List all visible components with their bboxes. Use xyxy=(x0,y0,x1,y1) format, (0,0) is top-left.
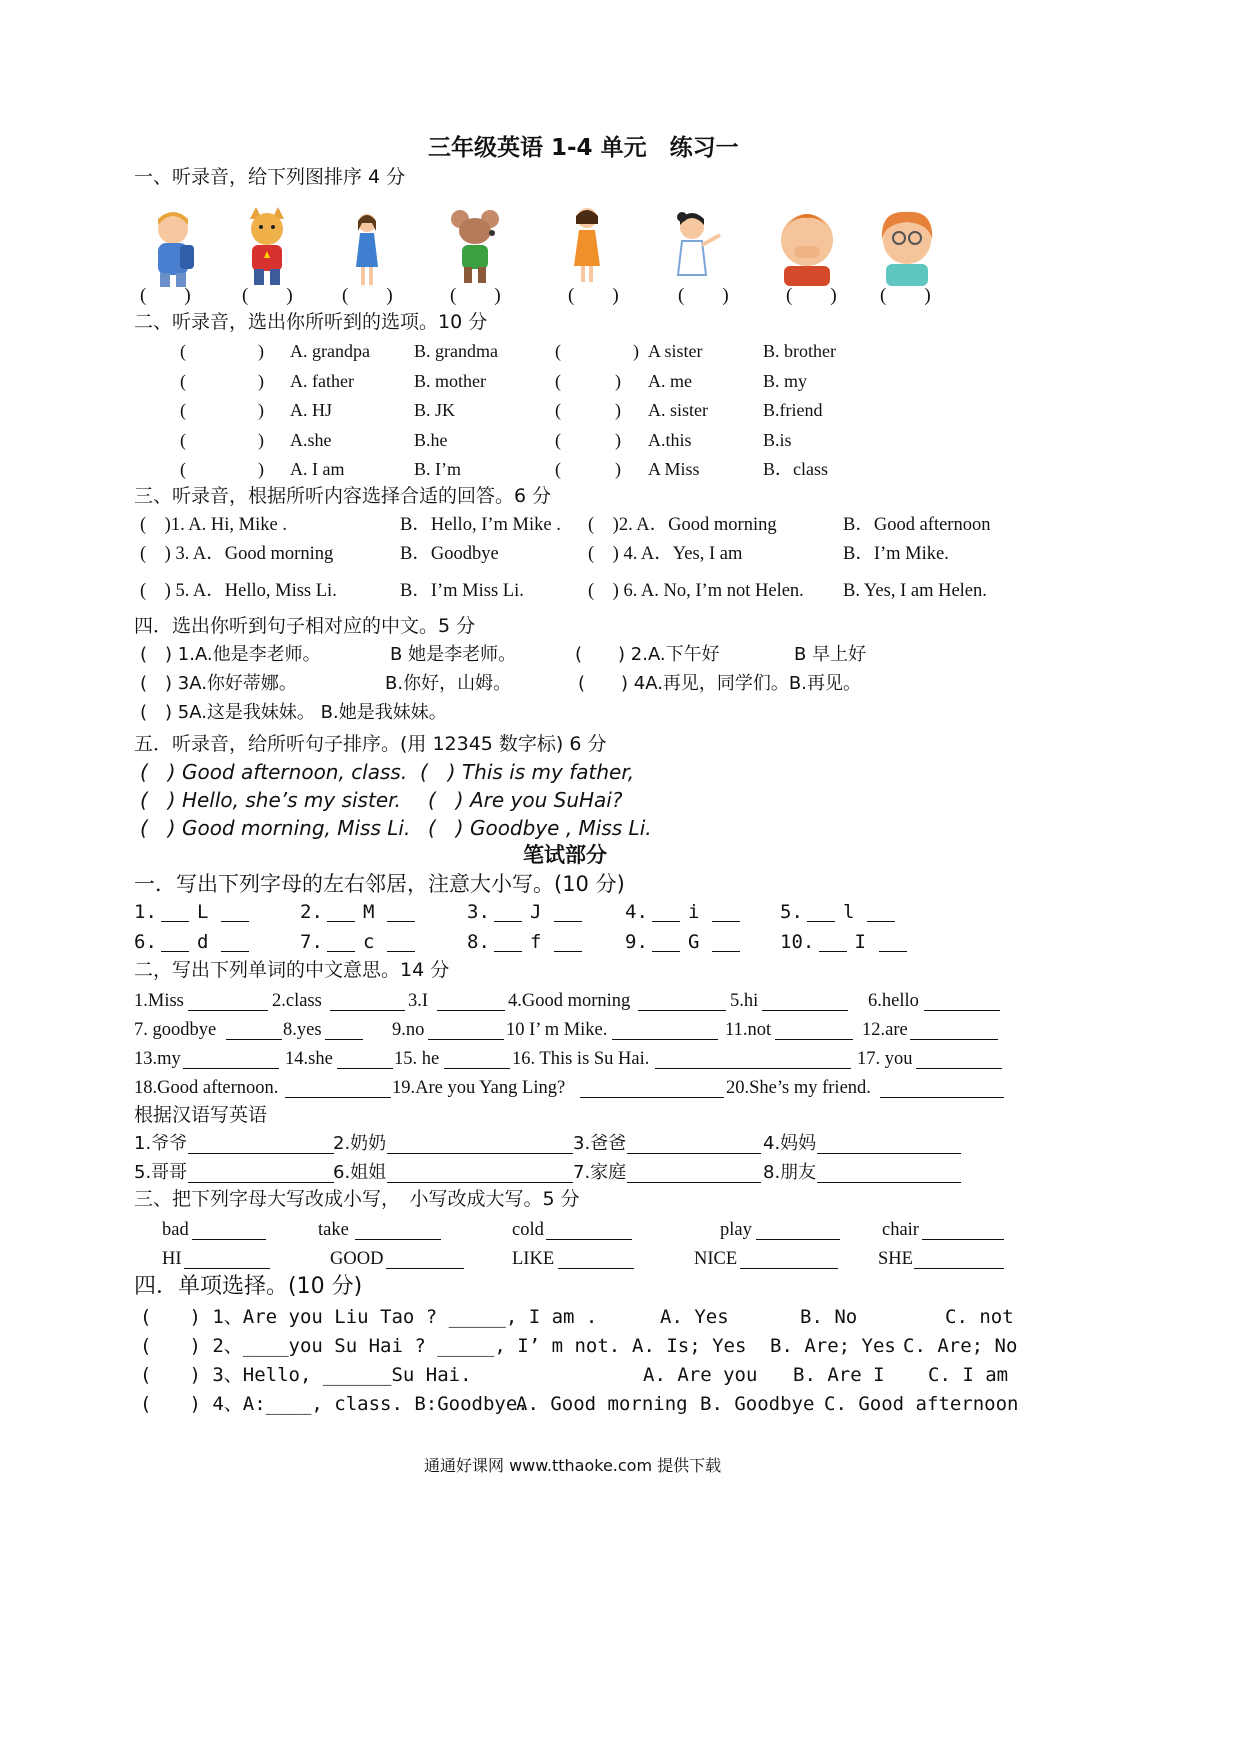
word-to-convert: bad xyxy=(162,1220,189,1240)
picture-answer-2[interactable]: ( ) xyxy=(242,285,293,306)
boy-covering-mouth-icon xyxy=(772,200,842,290)
girl-in-blue-dress-icon xyxy=(332,205,402,295)
letter-item-number: 4. xyxy=(625,901,648,923)
option-text: B 早上好 xyxy=(794,644,867,665)
meaning-blank[interactable] xyxy=(226,1039,282,1040)
given-letter: I xyxy=(854,931,866,953)
letter-blank-right[interactable] xyxy=(387,951,415,952)
mc-question[interactable]: ( ) 1、Are you Liu Tao ? _____, I am . xyxy=(140,1306,598,1328)
letter-item-number: 7. xyxy=(300,931,323,953)
english-answer-blank[interactable] xyxy=(627,1182,761,1183)
word-to-convert: chair xyxy=(882,1220,919,1240)
word-prompt: 10 I’ m Mike. xyxy=(506,1020,608,1040)
written-1-heading: 一．写出下列字母的左右邻居，注意大小写。(10 分) xyxy=(134,872,625,896)
word-prompt: 13.my xyxy=(134,1049,181,1069)
letter-blank-left[interactable] xyxy=(494,921,522,922)
option-text: B 她是李老师。 xyxy=(390,644,517,665)
converted-word-blank[interactable] xyxy=(355,1239,441,1240)
meaning-blank[interactable] xyxy=(285,1097,391,1098)
chinese-word-prompt: 1.爷爷 xyxy=(134,1133,188,1154)
picture-answer-7[interactable]: ( ) xyxy=(786,285,837,306)
section-3-heading: 三、听录音，根据所听内容选择合适的回答。6 分 xyxy=(134,485,552,507)
written-4-heading: 三、把下列字母大写改成小写， 小写改成大写。5 分 xyxy=(134,1188,580,1210)
converted-word-blank[interactable] xyxy=(184,1268,270,1269)
meaning-blank[interactable] xyxy=(325,1039,363,1040)
word-to-convert: GOOD xyxy=(330,1249,384,1269)
word-prompt: 7. goodbye xyxy=(134,1020,217,1040)
grandpa-with-glasses-icon xyxy=(872,200,942,290)
letter-item-number: 10. xyxy=(780,931,815,953)
meaning-blank[interactable] xyxy=(638,1010,726,1011)
chinese-word-prompt: 7.家庭 xyxy=(573,1162,627,1183)
mc-option[interactable]: A. Are you xyxy=(643,1364,758,1386)
meaning-blank[interactable] xyxy=(762,1010,848,1011)
letter-blank-left[interactable] xyxy=(327,951,355,952)
option-text: B．Hello, I’m Mike . xyxy=(400,515,561,535)
letter-blank-left[interactable] xyxy=(652,921,680,922)
mc-question[interactable]: ( ) 2、____you Su Hai ? _____, I’ m not. xyxy=(140,1335,621,1357)
given-letter: i xyxy=(688,901,700,923)
letter-item-number: 9. xyxy=(625,931,648,953)
word-to-convert: take xyxy=(318,1220,349,1240)
boy-with-backpack-icon xyxy=(140,205,210,295)
mc-option[interactable]: A. Good morning xyxy=(516,1393,688,1415)
meaning-blank[interactable] xyxy=(916,1068,1002,1069)
option-text: B.你好，山姆。 xyxy=(385,673,512,694)
converted-word-blank[interactable] xyxy=(558,1268,634,1269)
question-item[interactable]: ( ) 4. A．Yes, I am xyxy=(588,544,743,564)
answer-bracket[interactable]: ( ) xyxy=(555,459,621,479)
answer-bracket[interactable]: ( ) xyxy=(555,429,621,450)
english-answer-blank[interactable] xyxy=(387,1153,573,1154)
answer-bracket[interactable]: ( ) xyxy=(555,400,621,420)
mc-option[interactable]: A. Is; Yes xyxy=(632,1335,747,1357)
picture-answer-3[interactable]: ( ) xyxy=(342,285,393,306)
written-part-title: 笔试部分 xyxy=(523,843,607,867)
letter-blank-left[interactable] xyxy=(327,921,355,922)
letter-blank-left[interactable] xyxy=(652,951,680,952)
letter-blank-right[interactable] xyxy=(879,951,907,952)
letter-blank-right[interactable] xyxy=(712,921,740,922)
question-item[interactable]: ( ) 2.A.下午好 xyxy=(575,644,720,665)
given-letter: J xyxy=(530,901,542,923)
option-text: A.she xyxy=(290,429,332,450)
page-title: 三年级英语 1-4 单元 练习一 xyxy=(428,135,739,161)
girl-waving-icon xyxy=(662,205,732,295)
letter-blank-right[interactable] xyxy=(221,951,249,952)
word-prompt: 16. This is Su Hai. xyxy=(512,1049,650,1069)
mc-option[interactable]: B. No xyxy=(800,1306,858,1328)
meaning-blank[interactable] xyxy=(655,1068,851,1069)
answer-bracket[interactable]: ( ) xyxy=(555,341,639,361)
letter-blank-right[interactable] xyxy=(554,921,582,922)
chinese-word-prompt: 3.爸爸 xyxy=(573,1133,627,1154)
word-prompt: 18.Good afternoon. xyxy=(134,1078,279,1098)
option-text: A. grandpa xyxy=(290,341,370,361)
ordering-sentence[interactable]: ( ) This is my father, xyxy=(420,760,635,784)
letter-blank-left[interactable] xyxy=(807,921,835,922)
mc-option[interactable]: B. Are; Yes xyxy=(770,1335,896,1357)
word-prompt: 9.no xyxy=(392,1020,425,1040)
letter-item-number: 1. xyxy=(134,901,157,923)
mc-option[interactable]: B. Goodbye xyxy=(700,1393,815,1415)
meaning-blank[interactable] xyxy=(444,1068,510,1069)
mc-option[interactable]: C. not xyxy=(945,1306,1014,1328)
option-text: B．Good afternoon xyxy=(843,515,991,535)
given-letter: d xyxy=(197,931,209,953)
option-text: B. brother xyxy=(763,341,836,361)
question-item[interactable]: ( )2. A．Good morning xyxy=(588,515,777,535)
question-item[interactable]: ( ) 5. A．Hello, Miss Li. xyxy=(140,581,337,601)
option-text: A. sister xyxy=(648,400,708,420)
answer-bracket[interactable]: ( ) xyxy=(180,429,264,450)
question-item[interactable]: ( )1. A. Hi, Mike . xyxy=(140,515,287,535)
letter-blank-right[interactable] xyxy=(387,921,415,922)
chinese-word-prompt: 6.姐姐 xyxy=(333,1162,387,1183)
option-text: A. HJ xyxy=(290,400,333,420)
question-item[interactable]: ( ) 6. A. No, I’m not Helen. xyxy=(588,581,804,601)
option-text: A Miss xyxy=(648,459,700,479)
section-5-heading: 五．听录音，给所听句子排序。(用 12345 数字标) 6 分 xyxy=(134,733,607,755)
converted-word-blank[interactable] xyxy=(386,1268,464,1269)
word-prompt: 4.Good morning xyxy=(508,991,631,1011)
letter-blank-left[interactable] xyxy=(494,951,522,952)
question-item[interactable]: ( ) 5A.这是我妹妹。 B.她是我妹妹。 xyxy=(140,702,447,723)
option-text: A.this xyxy=(648,429,692,450)
page-footer: 通通好课网 www.tthaoke.com 提供下载 xyxy=(424,1456,722,1475)
section-1-heading: 一、听录音，给下列图排序 4 分 xyxy=(134,166,406,188)
word-prompt: 2.class xyxy=(272,991,322,1011)
answer-bracket[interactable]: ( ) xyxy=(180,341,264,361)
word-prompt: 12.are xyxy=(862,1020,908,1040)
girl-in-orange-dress-icon xyxy=(552,202,622,292)
letter-item-number: 8. xyxy=(467,931,490,953)
option-text: A. I am xyxy=(290,459,345,479)
ordering-sentence[interactable]: ( ) Hello, she’s my sister. xyxy=(140,788,401,812)
option-text: B. grandma xyxy=(414,341,498,361)
meaning-blank[interactable] xyxy=(580,1097,724,1098)
word-prompt: 20.She’s my friend. xyxy=(726,1078,871,1098)
converted-word-blank[interactable] xyxy=(192,1239,266,1240)
chinese-word-prompt: 2.奶奶 xyxy=(333,1133,387,1154)
word-prompt: 15. he xyxy=(394,1049,440,1069)
option-text: A sister xyxy=(648,341,703,361)
answer-bracket[interactable]: ( ) xyxy=(180,400,264,420)
meaning-blank[interactable] xyxy=(880,1097,1004,1098)
given-letter: G xyxy=(688,931,700,953)
option-text: B. my xyxy=(763,370,808,391)
mc-question[interactable]: ( ) 4、A:____, class. B:Goodbye. xyxy=(140,1393,529,1415)
question-item[interactable]: ( ) 3. A．Good morning xyxy=(140,544,334,564)
letter-item-number: 5. xyxy=(780,901,803,923)
meaning-blank[interactable] xyxy=(188,1010,268,1011)
picture-answer-8[interactable]: ( ) xyxy=(880,285,931,306)
word-prompt: 19.Are you Yang Ling? xyxy=(392,1078,566,1098)
given-letter: M xyxy=(363,901,375,923)
option-text: B. Yes, I am Helen. xyxy=(843,581,987,601)
letter-blank-right[interactable] xyxy=(712,951,740,952)
written-3-heading: 根据汉语写英语 xyxy=(134,1104,268,1126)
mouse-in-green-shirt-icon xyxy=(440,205,510,295)
word-prompt: 14.she xyxy=(285,1049,333,1069)
picture-answer-6[interactable]: ( ) xyxy=(678,285,729,306)
option-text: B.is xyxy=(763,429,792,450)
option-text: B．class xyxy=(763,459,828,479)
meaning-blank[interactable] xyxy=(924,1010,1000,1011)
chinese-word-prompt: 4.妈妈 xyxy=(763,1133,817,1154)
question-item[interactable]: ( ) 3A.你好蒂娜。 xyxy=(140,673,297,694)
given-letter: f xyxy=(530,931,542,953)
word-prompt: 3.I xyxy=(408,991,429,1011)
word-prompt: 6.hello xyxy=(868,991,919,1011)
meaning-blank[interactable] xyxy=(910,1039,998,1040)
chinese-word-prompt: 5.哥哥 xyxy=(134,1162,188,1183)
letter-item-number: 6. xyxy=(134,931,157,953)
meaning-blank[interactable] xyxy=(612,1039,718,1040)
converted-word-blank[interactable] xyxy=(914,1268,1004,1269)
word-to-convert: LIKE xyxy=(512,1249,555,1269)
letter-blank-left[interactable] xyxy=(819,951,847,952)
section-4-heading: 四．选出你听到句子相对应的中文。5 分 xyxy=(134,615,476,637)
word-to-convert: SHE xyxy=(878,1249,913,1269)
letter-blank-left[interactable] xyxy=(161,951,189,952)
ordering-sentence[interactable]: ( ) Are you SuHai? xyxy=(428,788,623,812)
option-text: B. I’m xyxy=(414,459,461,479)
english-answer-blank[interactable] xyxy=(387,1182,573,1183)
english-answer-blank[interactable] xyxy=(188,1182,334,1183)
option-text: B．Goodbye xyxy=(400,544,499,564)
converted-word-blank[interactable] xyxy=(922,1239,1004,1240)
option-text: B. JK xyxy=(414,400,456,420)
word-to-convert: HI xyxy=(162,1249,182,1269)
word-to-convert: play xyxy=(720,1220,752,1240)
mc-option[interactable]: B. Are I xyxy=(793,1364,885,1386)
letter-item-number: 3. xyxy=(467,901,490,923)
option-text: B. mother xyxy=(414,370,486,391)
option-text: A. me xyxy=(648,370,692,391)
answer-bracket[interactable]: ( ) xyxy=(555,370,621,391)
ordering-sentence[interactable]: ( ) Good afternoon, class. xyxy=(140,760,408,784)
ordering-sentence[interactable]: ( ) Good morning, Miss Li. xyxy=(140,816,411,840)
meaning-blank[interactable] xyxy=(330,1010,405,1011)
picture-answer-5[interactable]: ( ) xyxy=(568,285,619,306)
word-prompt: 11.not xyxy=(725,1020,772,1040)
letter-blank-left[interactable] xyxy=(161,921,189,922)
cat-in-red-shirt-icon xyxy=(232,205,302,295)
picture-answer-4[interactable]: ( ) xyxy=(450,285,501,306)
given-letter: l xyxy=(843,901,855,923)
question-item[interactable]: ( ) 1.A.他是李老师。 xyxy=(140,644,321,665)
meaning-blank[interactable] xyxy=(437,1010,505,1011)
word-to-convert: cold xyxy=(512,1220,544,1240)
english-answer-blank[interactable] xyxy=(188,1153,334,1154)
option-text: B.he xyxy=(414,429,448,450)
meaning-blank[interactable] xyxy=(183,1068,279,1069)
mc-question[interactable]: ( ) 3、Hello, ______Su Hai. xyxy=(140,1364,472,1386)
english-answer-blank[interactable] xyxy=(817,1153,961,1154)
given-letter: c xyxy=(363,931,375,953)
word-prompt: 8.yes xyxy=(283,1020,322,1040)
english-answer-blank[interactable] xyxy=(627,1153,761,1154)
written-5-heading: 四．单项选择。(10 分) xyxy=(134,1274,363,1299)
meaning-blank[interactable] xyxy=(337,1068,393,1069)
answer-bracket[interactable]: ( ) xyxy=(180,370,264,391)
section-2-heading: 二、听录音，选出你所听到的选项。10 分 xyxy=(134,311,488,333)
word-prompt: 1.Miss xyxy=(134,991,184,1011)
letter-blank-right[interactable] xyxy=(867,921,895,922)
letter-item-number: 2. xyxy=(300,901,323,923)
letter-blank-right[interactable] xyxy=(554,951,582,952)
option-text: B．I’m Miss Li. xyxy=(400,581,524,601)
option-text: B.friend xyxy=(763,400,823,420)
given-letter: L xyxy=(197,901,209,923)
picture-answer-1[interactable]: ( ) xyxy=(140,285,191,306)
converted-word-blank[interactable] xyxy=(546,1239,632,1240)
option-text: B．I’m Mike. xyxy=(843,544,949,564)
mc-option[interactable]: C. Are; No xyxy=(903,1335,1018,1357)
chinese-word-prompt: 8.朋友 xyxy=(763,1162,817,1183)
meaning-blank[interactable] xyxy=(775,1039,853,1040)
word-to-convert: NICE xyxy=(694,1249,738,1269)
ordering-sentence[interactable]: ( ) Goodbye , Miss Li. xyxy=(428,816,652,840)
mc-option[interactable]: C. Good afternoon xyxy=(824,1393,1019,1415)
word-prompt: 17. you xyxy=(857,1049,913,1069)
converted-word-blank[interactable] xyxy=(756,1239,840,1240)
mc-option[interactable]: A. Yes xyxy=(660,1306,729,1328)
meaning-blank[interactable] xyxy=(428,1039,504,1040)
letter-blank-right[interactable] xyxy=(221,921,249,922)
question-item[interactable]: ( ) 4A.再见，同学们。B.再见。 xyxy=(578,673,862,694)
answer-bracket[interactable]: ( ) xyxy=(180,459,264,479)
converted-word-blank[interactable] xyxy=(740,1268,838,1269)
mc-option[interactable]: C. I am xyxy=(928,1364,1009,1386)
written-2-heading: 二，写出下列单词的中文意思。14 分 xyxy=(134,959,450,981)
word-prompt: 5.hi xyxy=(730,991,759,1011)
option-text: A. father xyxy=(290,370,354,391)
english-answer-blank[interactable] xyxy=(817,1182,961,1183)
